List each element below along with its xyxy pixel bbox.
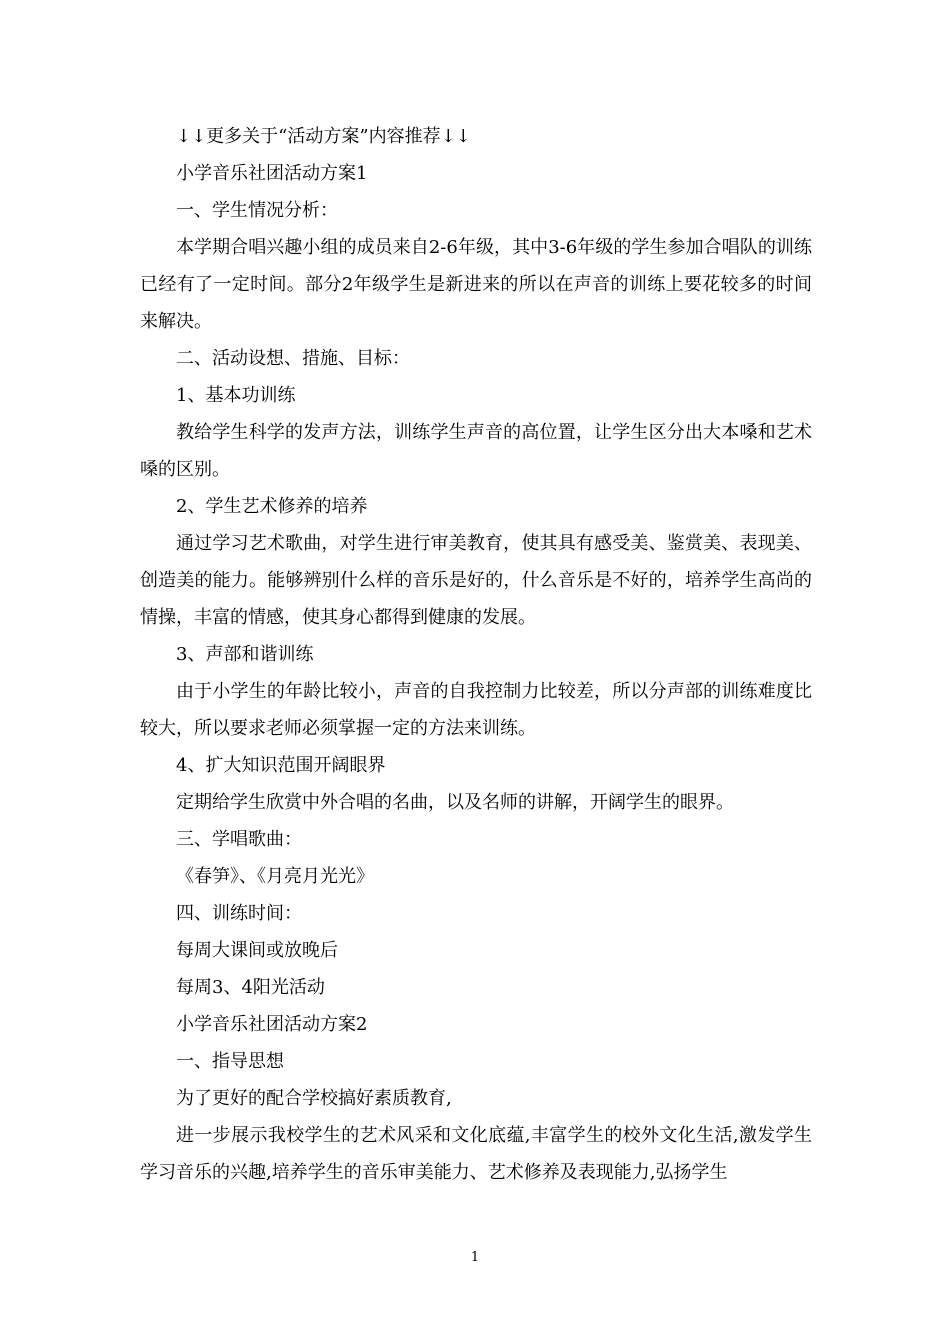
subheading-harmony-training: 3、声部和谐训练 bbox=[176, 644, 314, 665]
heading-activity-ideas: 二、活动设想、措施、目标： bbox=[176, 348, 410, 369]
recommend-banner: ↓↓更多关于“活动方案”内容推荐↓↓ bbox=[176, 126, 471, 147]
heading-songs: 三、学唱歌曲： bbox=[176, 829, 302, 850]
paragraph-songs: 《春笋》、《月亮月光光》 bbox=[176, 866, 374, 887]
heading-guiding-idea: 一、指导思想 bbox=[176, 1051, 284, 1072]
section-title-plan-1: 小学音乐社团活动方案1 bbox=[176, 163, 368, 184]
paragraph-guiding-idea-1: 为了更好的配合学校搞好素质教育, bbox=[176, 1088, 452, 1109]
heading-training-time: 四、训练时间： bbox=[176, 903, 302, 924]
paragraph-art-cultivation: 通过学习艺术歌曲，对学生进行审美教育，使其具有感受美、鉴赏美、表现美、创造美的能力。能够辨别什么样的音乐是好的，什么音乐是不好的，培养学生高尚的情操，丰富的情感，使其身心都得到健康的发展。 bbox=[140, 533, 812, 628]
heading-student-analysis: 一、学生情况分析： bbox=[176, 200, 338, 221]
paragraph-harmony-training: 由于小学生的年龄比较小，声音的自我控制力比较差，所以分声部的训练难度比较大，所以要求老师必须掌握一定的方法来训练。 bbox=[140, 681, 812, 739]
subheading-art-cultivation: 2、学生艺术修养的培养 bbox=[176, 496, 368, 517]
document-body bbox=[140, 118, 812, 1191]
subheading-basic-training: 1、基本功训练 bbox=[176, 385, 296, 406]
paragraph-basic-training: 教给学生科学的发声方法，训练学生声音的高位置，让学生区分出大本嗓和艺术嗓的区别。 bbox=[140, 422, 812, 480]
page-number: 1 bbox=[470, 1250, 480, 1265]
paragraph-broaden-knowledge: 定期给学生欣赏中外合唱的名曲，以及名师的讲解，开阔学生的眼界。 bbox=[176, 792, 734, 813]
section-title-plan-2: 小学音乐社团活动方案2 bbox=[176, 1014, 368, 1035]
paragraph-guiding-idea-2: 进一步展示我校学生的艺术风采和文化底蕴,丰富学生的校外文化生活,激发学生学习音乐的兴趣,培养学生的音乐审美能力、艺术修养及表现能力,弘扬学生 bbox=[140, 1125, 812, 1183]
subheading-broaden-knowledge: 4、扩大知识范围开阔眼界 bbox=[176, 755, 386, 776]
paragraph-training-time-1: 每周大课间或放晚后 bbox=[176, 940, 338, 961]
paragraph-training-time-2: 每周3、4阳光活动 bbox=[176, 977, 325, 998]
paragraph-student-analysis: 本学期合唱兴趣小组的成员来自2-6年级，其中3-6年级的学生参加合唱队的训练已经有了一定时间。部分2年级学生是新进来的所以在声音的训练上要花较多的时间来解决。 bbox=[140, 237, 812, 332]
